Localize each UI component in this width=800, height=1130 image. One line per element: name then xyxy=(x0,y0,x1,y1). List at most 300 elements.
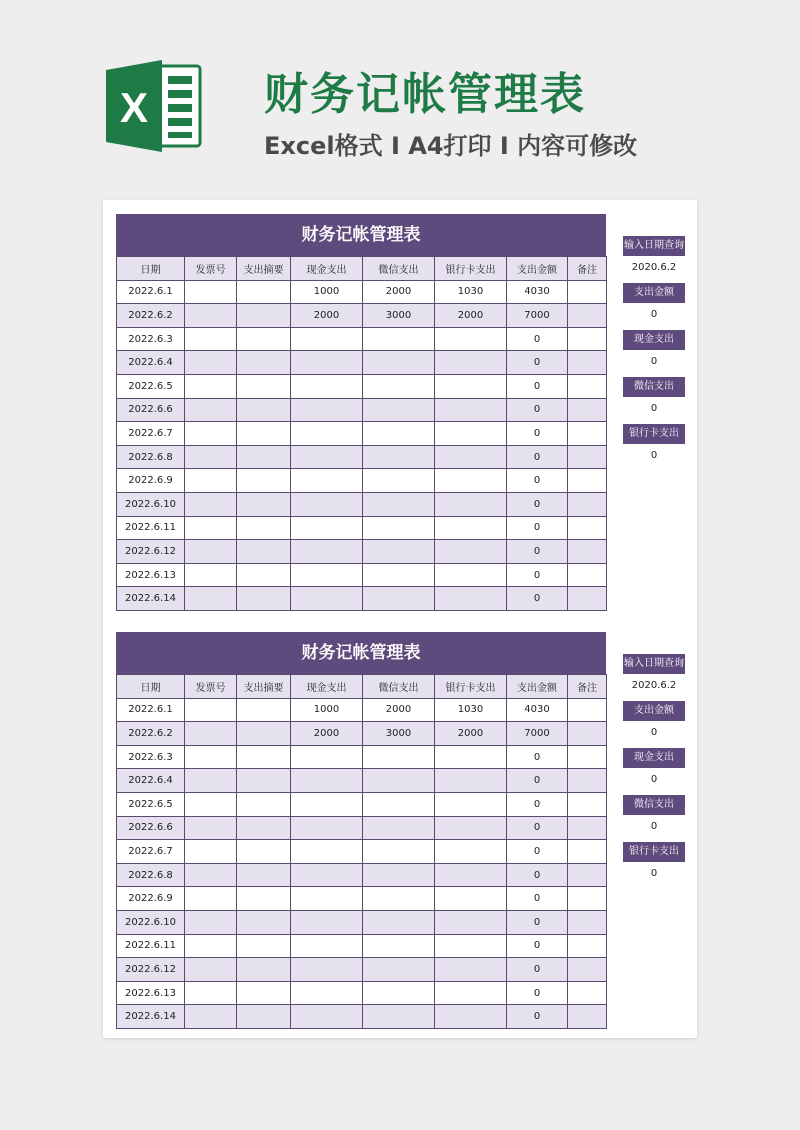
table-cell[interactable]: 2022.6.10 xyxy=(117,492,185,516)
table-cell[interactable] xyxy=(291,910,363,934)
table-cell[interactable] xyxy=(435,563,507,587)
table-cell[interactable] xyxy=(363,422,435,446)
table-cell[interactable]: 1030 xyxy=(435,698,507,722)
table-cell[interactable] xyxy=(435,1005,507,1029)
table-cell[interactable] xyxy=(435,422,507,446)
sheet-paper xyxy=(103,200,697,1038)
column-header: 银行卡支出 xyxy=(435,675,507,699)
page-title: 财务记帐管理表 xyxy=(264,69,586,120)
table-cell[interactable] xyxy=(568,816,607,840)
summary-label: 现金支出 xyxy=(623,330,685,350)
table-cell[interactable]: 0 xyxy=(507,958,568,982)
table-cell[interactable] xyxy=(291,1005,363,1029)
table-cell[interactable] xyxy=(185,863,237,887)
table-cell[interactable]: 0 xyxy=(507,745,568,769)
summary-label: 现金支出 xyxy=(623,748,685,768)
table-cell[interactable] xyxy=(185,934,237,958)
excel-logo-icon xyxy=(104,56,204,156)
table-cell[interactable]: 2022.6.8 xyxy=(117,445,185,469)
table-row xyxy=(117,563,607,587)
table-cell[interactable] xyxy=(185,840,237,864)
table-row xyxy=(117,863,607,887)
table-cell[interactable]: 2022.6.9 xyxy=(117,887,185,911)
column-header: 支出金额 xyxy=(507,257,568,281)
summary-label: 微信支出 xyxy=(623,795,685,815)
table-row xyxy=(117,469,607,493)
table-cell[interactable] xyxy=(185,722,237,746)
table-cell[interactable] xyxy=(185,492,237,516)
column-header: 支出金额 xyxy=(507,675,568,699)
table-cell[interactable]: 0 xyxy=(507,792,568,816)
table-cell[interactable] xyxy=(435,540,507,564)
table-cell[interactable]: 0 xyxy=(507,887,568,911)
table-cell[interactable] xyxy=(435,374,507,398)
summary-label: 银行卡支出 xyxy=(623,842,685,862)
table-cell[interactable] xyxy=(291,981,363,1005)
table-cell[interactable] xyxy=(237,887,291,911)
table-cell[interactable] xyxy=(435,958,507,982)
table-cell[interactable]: 2022.6.12 xyxy=(117,958,185,982)
table-row xyxy=(117,280,607,304)
column-header: 日期 xyxy=(117,675,185,699)
table-row xyxy=(117,887,607,911)
table-cell[interactable]: 0 xyxy=(507,327,568,351)
table-row xyxy=(117,351,607,375)
table-cell[interactable] xyxy=(435,792,507,816)
table-cell[interactable] xyxy=(291,469,363,493)
table-cell[interactable]: 0 xyxy=(507,910,568,934)
table-cell[interactable] xyxy=(291,816,363,840)
table-row xyxy=(117,745,607,769)
table-cell[interactable]: 2022.6.5 xyxy=(117,792,185,816)
table-cell[interactable]: 0 xyxy=(507,769,568,793)
table-cell[interactable]: 1000 xyxy=(291,280,363,304)
column-header: 微信支出 xyxy=(363,257,435,281)
table-cell[interactable] xyxy=(185,469,237,493)
table-cell[interactable] xyxy=(237,587,291,611)
table-cell[interactable] xyxy=(435,516,507,540)
table-cell[interactable]: 0 xyxy=(507,445,568,469)
table-cell[interactable] xyxy=(568,280,607,304)
table-cell[interactable]: 2022.6.9 xyxy=(117,469,185,493)
table-cell[interactable]: 3000 xyxy=(363,722,435,746)
table-cell[interactable]: 3000 xyxy=(363,304,435,328)
table-cell[interactable]: 0 xyxy=(507,540,568,564)
table-cell[interactable]: 0 xyxy=(507,374,568,398)
table-cell[interactable]: 2022.6.7 xyxy=(117,422,185,446)
table-cell[interactable] xyxy=(363,887,435,911)
summary-value: 0 xyxy=(650,774,658,785)
table-cell[interactable] xyxy=(185,958,237,982)
table-cell[interactable] xyxy=(185,587,237,611)
table-row xyxy=(117,445,607,469)
table-cell[interactable] xyxy=(291,422,363,446)
table-cell[interactable] xyxy=(237,840,291,864)
table-cell[interactable] xyxy=(568,469,607,493)
table-cell[interactable]: 2022.6.12 xyxy=(117,540,185,564)
summary-value: 0 xyxy=(650,821,658,832)
table-cell[interactable] xyxy=(568,327,607,351)
table-cell[interactable] xyxy=(435,745,507,769)
table-cell[interactable] xyxy=(363,840,435,864)
table-cell[interactable] xyxy=(435,863,507,887)
table-cell[interactable] xyxy=(291,540,363,564)
table-cell[interactable] xyxy=(435,934,507,958)
table-row xyxy=(117,422,607,446)
table-row xyxy=(117,516,607,540)
column-header: 发票号 xyxy=(185,675,237,699)
table-cell[interactable] xyxy=(363,445,435,469)
table-row xyxy=(117,304,607,328)
table-cell[interactable] xyxy=(291,587,363,611)
table-cell[interactable] xyxy=(291,563,363,587)
table-cell[interactable] xyxy=(185,445,237,469)
table-cell[interactable]: 4030 xyxy=(507,698,568,722)
table-cell[interactable] xyxy=(291,374,363,398)
table-cell[interactable] xyxy=(237,698,291,722)
table-cell[interactable] xyxy=(435,910,507,934)
table-cell[interactable] xyxy=(568,769,607,793)
table-cell[interactable] xyxy=(185,1005,237,1029)
table-row xyxy=(117,816,607,840)
table-cell[interactable]: 0 xyxy=(507,840,568,864)
table-cell[interactable] xyxy=(185,398,237,422)
table-cell[interactable] xyxy=(291,887,363,911)
table-cell[interactable] xyxy=(568,587,607,611)
table-cell[interactable] xyxy=(435,327,507,351)
table-cell[interactable] xyxy=(568,722,607,746)
ledger-table xyxy=(116,256,607,611)
table-cell[interactable] xyxy=(291,398,363,422)
table-cell[interactable] xyxy=(568,563,607,587)
table-cell[interactable] xyxy=(568,863,607,887)
table-cell[interactable] xyxy=(363,374,435,398)
table-cell[interactable] xyxy=(237,745,291,769)
table-cell[interactable] xyxy=(435,351,507,375)
table-cell[interactable]: 2000 xyxy=(435,304,507,328)
table-cell[interactable] xyxy=(363,327,435,351)
table-row xyxy=(117,981,607,1005)
table-cell[interactable] xyxy=(291,934,363,958)
table-cell[interactable]: 2022.6.11 xyxy=(117,516,185,540)
table-cell[interactable] xyxy=(363,1005,435,1029)
table-cell[interactable] xyxy=(568,910,607,934)
table-cell[interactable]: 0 xyxy=(507,351,568,375)
table-cell[interactable]: 2022.6.6 xyxy=(117,816,185,840)
table-cell[interactable]: 2022.6.3 xyxy=(117,327,185,351)
column-header: 微信支出 xyxy=(363,675,435,699)
table-cell[interactable] xyxy=(568,698,607,722)
table-cell[interactable] xyxy=(185,327,237,351)
summary-label: 支出金额 xyxy=(623,283,685,303)
table-cell[interactable]: 2022.6.11 xyxy=(117,934,185,958)
table-cell[interactable] xyxy=(435,445,507,469)
table-cell[interactable] xyxy=(291,327,363,351)
table-cell[interactable] xyxy=(363,934,435,958)
column-header: 备注 xyxy=(568,675,607,699)
column-header: 现金支出 xyxy=(291,675,363,699)
table-cell[interactable] xyxy=(435,398,507,422)
table-cell[interactable] xyxy=(237,351,291,375)
table-cell[interactable] xyxy=(568,374,607,398)
table-cell[interactable]: 2022.6.1 xyxy=(117,698,185,722)
summary-value: 0 xyxy=(650,309,658,320)
summary-value: 0 xyxy=(650,868,658,879)
table-cell[interactable]: 0 xyxy=(507,934,568,958)
table-cell[interactable] xyxy=(185,516,237,540)
table-cell[interactable] xyxy=(568,540,607,564)
table-cell[interactable] xyxy=(363,587,435,611)
logo-letter: X xyxy=(119,84,149,131)
table-cell[interactable] xyxy=(363,563,435,587)
summary-label: 微信支出 xyxy=(623,377,685,397)
table-cell[interactable]: 7000 xyxy=(507,304,568,328)
table-cell[interactable] xyxy=(568,958,607,982)
table-row xyxy=(117,374,607,398)
summary-value[interactable]: 2020.6.2 xyxy=(631,262,677,273)
column-header: 现金支出 xyxy=(291,257,363,281)
table-cell[interactable] xyxy=(237,304,291,328)
table-cell[interactable] xyxy=(568,351,607,375)
table-cell[interactable] xyxy=(237,540,291,564)
summary-label: 输入日期查询 xyxy=(623,236,685,256)
table-cell[interactable]: 2000 xyxy=(435,722,507,746)
table-cell[interactable]: 0 xyxy=(507,516,568,540)
table-cell[interactable] xyxy=(185,792,237,816)
summary-panel xyxy=(623,236,685,471)
table-cell[interactable] xyxy=(237,722,291,746)
table-cell[interactable] xyxy=(363,769,435,793)
table-cell[interactable]: 2022.6.13 xyxy=(117,981,185,1005)
table-row xyxy=(117,958,607,982)
table-cell[interactable]: 2000 xyxy=(291,722,363,746)
table-cell[interactable] xyxy=(363,816,435,840)
table-cell[interactable] xyxy=(568,398,607,422)
column-header: 银行卡支出 xyxy=(435,257,507,281)
sheet-title: 财务记帐管理表 xyxy=(116,632,606,674)
table-cell[interactable] xyxy=(291,792,363,816)
summary-panel xyxy=(623,654,685,889)
table-cell[interactable] xyxy=(568,840,607,864)
table-row xyxy=(117,792,607,816)
table-cell[interactable] xyxy=(568,516,607,540)
table-cell[interactable]: 2022.6.2 xyxy=(117,722,185,746)
table-cell[interactable] xyxy=(237,563,291,587)
table-cell[interactable] xyxy=(237,863,291,887)
table-cell[interactable] xyxy=(185,745,237,769)
table-cell[interactable]: 2022.6.14 xyxy=(117,1005,185,1029)
table-cell[interactable]: 0 xyxy=(507,422,568,446)
table-row xyxy=(117,769,607,793)
table-cell[interactable] xyxy=(435,981,507,1005)
table-cell[interactable] xyxy=(237,398,291,422)
table-cell[interactable] xyxy=(237,934,291,958)
table-cell[interactable] xyxy=(363,745,435,769)
table-cell[interactable] xyxy=(237,910,291,934)
table-cell[interactable]: 0 xyxy=(507,563,568,587)
ledger-sheet xyxy=(116,632,606,1029)
table-cell[interactable] xyxy=(568,745,607,769)
table-cell[interactable] xyxy=(185,769,237,793)
table-cell[interactable] xyxy=(185,698,237,722)
table-cell[interactable] xyxy=(185,981,237,1005)
table-cell[interactable] xyxy=(237,792,291,816)
table-cell[interactable]: 0 xyxy=(507,863,568,887)
table-cell[interactable] xyxy=(568,492,607,516)
column-header: 日期 xyxy=(117,257,185,281)
table-cell[interactable] xyxy=(291,745,363,769)
table-cell[interactable] xyxy=(237,280,291,304)
table-cell[interactable] xyxy=(185,563,237,587)
table-cell[interactable] xyxy=(185,351,237,375)
table-cell[interactable] xyxy=(185,816,237,840)
summary-value: 0 xyxy=(650,727,658,738)
table-cell[interactable] xyxy=(568,887,607,911)
table-cell[interactable] xyxy=(237,769,291,793)
table-cell[interactable]: 2022.6.2 xyxy=(117,304,185,328)
table-cell[interactable] xyxy=(568,422,607,446)
column-header: 备注 xyxy=(568,257,607,281)
table-cell[interactable]: 0 xyxy=(507,469,568,493)
column-header: 发票号 xyxy=(185,257,237,281)
summary-value: 0 xyxy=(650,356,658,367)
ledger-sheet xyxy=(116,214,606,611)
table-cell[interactable] xyxy=(291,863,363,887)
table-row xyxy=(117,934,607,958)
table-cell[interactable] xyxy=(363,910,435,934)
table-row xyxy=(117,492,607,516)
table-cell[interactable] xyxy=(363,863,435,887)
table-cell[interactable] xyxy=(237,327,291,351)
table-cell[interactable] xyxy=(363,398,435,422)
table-cell[interactable]: 0 xyxy=(507,398,568,422)
summary-label: 输入日期查询 xyxy=(623,654,685,674)
table-cell[interactable] xyxy=(435,887,507,911)
table-cell[interactable]: 2022.6.7 xyxy=(117,840,185,864)
table-cell[interactable] xyxy=(291,958,363,982)
table-cell[interactable]: 2022.6.4 xyxy=(117,769,185,793)
table-cell[interactable] xyxy=(363,516,435,540)
table-cell[interactable]: 2022.6.13 xyxy=(117,563,185,587)
table-cell[interactable]: 2000 xyxy=(363,698,435,722)
summary-label: 支出金额 xyxy=(623,701,685,721)
table-cell[interactable] xyxy=(291,492,363,516)
table-cell[interactable] xyxy=(185,887,237,911)
table-cell[interactable] xyxy=(435,840,507,864)
table-cell[interactable] xyxy=(568,934,607,958)
summary-value[interactable]: 2020.6.2 xyxy=(631,680,677,691)
table-row xyxy=(117,540,607,564)
table-row xyxy=(117,698,607,722)
table-cell[interactable] xyxy=(237,516,291,540)
table-cell[interactable] xyxy=(363,351,435,375)
table-cell[interactable] xyxy=(237,422,291,446)
sheet-title: 财务记帐管理表 xyxy=(116,214,606,256)
table-row xyxy=(117,1005,607,1029)
table-cell[interactable] xyxy=(435,816,507,840)
table-cell[interactable] xyxy=(185,540,237,564)
table-cell[interactable]: 1030 xyxy=(435,280,507,304)
column-header: 支出摘要 xyxy=(237,257,291,281)
table-cell[interactable] xyxy=(291,445,363,469)
table-cell[interactable] xyxy=(568,445,607,469)
table-cell[interactable] xyxy=(237,492,291,516)
table-cell[interactable] xyxy=(363,958,435,982)
table-cell[interactable] xyxy=(185,422,237,446)
table-cell[interactable] xyxy=(435,587,507,611)
table-cell[interactable] xyxy=(435,469,507,493)
table-cell[interactable] xyxy=(435,769,507,793)
table-cell[interactable] xyxy=(363,792,435,816)
table-cell[interactable]: 2022.6.8 xyxy=(117,863,185,887)
table-row xyxy=(117,840,607,864)
table-cell[interactable] xyxy=(363,981,435,1005)
table-cell[interactable]: 2000 xyxy=(363,280,435,304)
table-cell[interactable] xyxy=(237,469,291,493)
table-cell[interactable]: 2022.6.1 xyxy=(117,280,185,304)
table-cell[interactable] xyxy=(363,540,435,564)
table-cell[interactable]: 7000 xyxy=(507,722,568,746)
table-row xyxy=(117,327,607,351)
table-cell[interactable] xyxy=(363,492,435,516)
table-cell[interactable]: 2022.6.6 xyxy=(117,398,185,422)
table-cell[interactable] xyxy=(363,469,435,493)
table-row xyxy=(117,398,607,422)
table-cell[interactable] xyxy=(185,304,237,328)
table-cell[interactable] xyxy=(568,304,607,328)
table-cell[interactable] xyxy=(237,374,291,398)
table-cell[interactable]: 0 xyxy=(507,587,568,611)
table-cell[interactable]: 0 xyxy=(507,816,568,840)
table-cell[interactable]: 0 xyxy=(507,981,568,1005)
table-cell[interactable]: 2022.6.14 xyxy=(117,587,185,611)
table-row xyxy=(117,722,607,746)
table-cell[interactable]: 2000 xyxy=(291,304,363,328)
table-cell[interactable] xyxy=(237,816,291,840)
table-cell[interactable] xyxy=(291,516,363,540)
summary-value: 0 xyxy=(650,403,658,414)
table-cell[interactable]: 2022.6.10 xyxy=(117,910,185,934)
table-cell[interactable] xyxy=(291,351,363,375)
table-cell[interactable]: 2022.6.3 xyxy=(117,745,185,769)
table-cell[interactable]: 2022.6.4 xyxy=(117,351,185,375)
ledger-table xyxy=(116,674,607,1029)
table-cell[interactable]: 0 xyxy=(507,1005,568,1029)
table-cell[interactable] xyxy=(185,910,237,934)
table-cell[interactable] xyxy=(185,280,237,304)
table-cell[interactable] xyxy=(237,445,291,469)
table-cell[interactable]: 4030 xyxy=(507,280,568,304)
summary-label: 银行卡支出 xyxy=(623,424,685,444)
table-cell[interactable] xyxy=(237,1005,291,1029)
table-cell[interactable] xyxy=(568,981,607,1005)
table-cell[interactable] xyxy=(435,492,507,516)
table-cell[interactable]: 2022.6.5 xyxy=(117,374,185,398)
summary-value: 0 xyxy=(650,450,658,461)
page-header xyxy=(0,0,800,180)
table-cell[interactable] xyxy=(291,769,363,793)
table-cell[interactable] xyxy=(237,958,291,982)
table-cell[interactable] xyxy=(568,1005,607,1029)
table-cell[interactable] xyxy=(185,374,237,398)
column-header: 支出摘要 xyxy=(237,675,291,699)
table-cell[interactable]: 1000 xyxy=(291,698,363,722)
table-cell[interactable] xyxy=(237,981,291,1005)
table-cell[interactable] xyxy=(291,840,363,864)
table-cell[interactable]: 0 xyxy=(507,492,568,516)
table-cell[interactable] xyxy=(568,792,607,816)
page-subtitle: Excel格式 I A4打印 I 内容可修改 xyxy=(264,132,638,160)
